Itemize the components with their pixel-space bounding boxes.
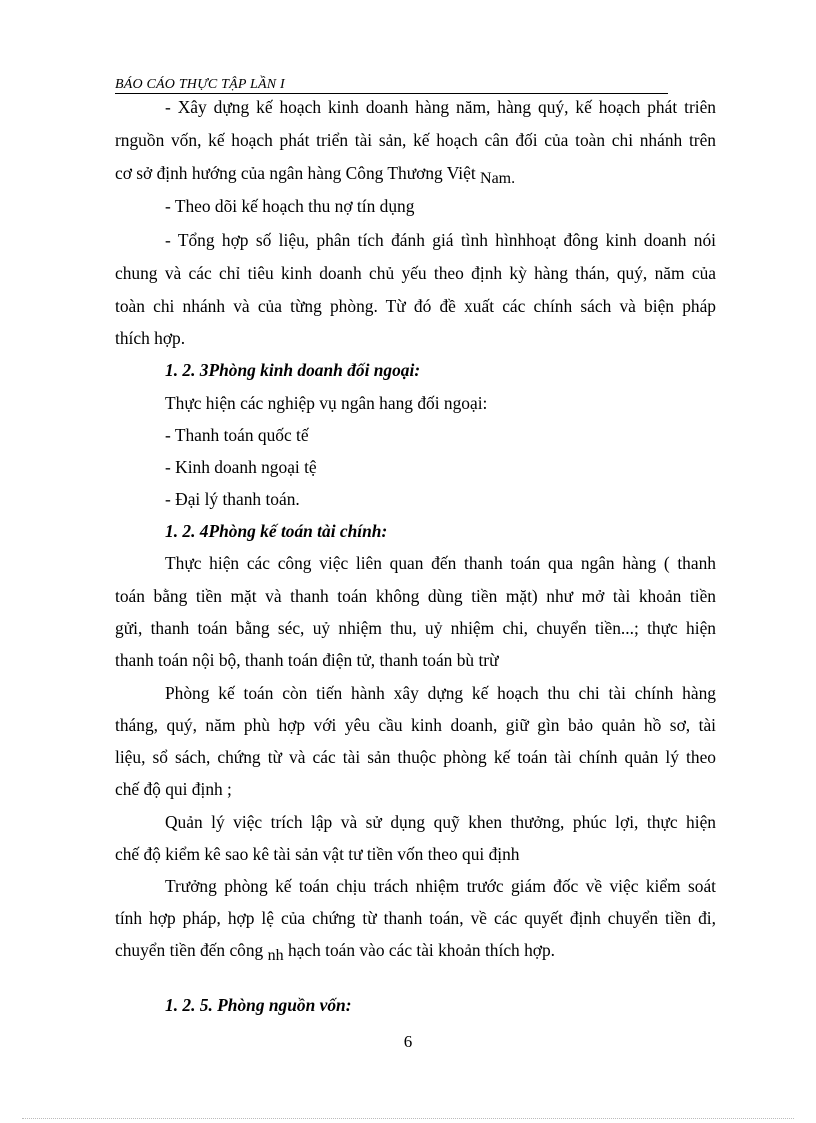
paragraph-line [115,162,515,186]
section-heading: 1. 2. 5. Phòng nguồn vốn: [165,995,352,1015]
page-number: 6 [403,1032,413,1051]
paragraph-line: rnguồn vốn, kế hoạch phát triển tài sản, kế hoạch cân đối của toàn chi nhánh trên [115,130,716,150]
paragraph-line: thích hợp. [115,328,186,348]
paragraph-line: liệu, sổ sách, chứng từ và các tài sản thuộc phòng kế toán tài chính quản lý theo [115,747,716,767]
text-span: Nam [480,170,512,187]
list-item: - Thanh toán quốc tế [165,425,309,445]
paragraph-line: chế độ qui định ; [115,779,232,799]
text-span: hạch toán vào các tài khoản thích hợp. [283,940,556,960]
paragraph-line [115,939,555,963]
paragraph-line: Phòng kế toán còn tiến hành xây dựng kế hoạch thu chi tài chính hàng [165,683,716,703]
paragraph-line: tháng, quý, năm phù hợp với yêu cầu kinh doanh, giữ gìn bảo quản hồ sơ, tài [115,715,716,735]
section-heading: 1. 2. 4Phòng kế toán tài chính: [165,521,388,541]
paragraph-line: - Xây dựng kế hoạch kinh doanh hàng năm, hàng quý, kế hoạch phát triên [165,97,716,117]
text-span: . [511,170,516,187]
paragraph-line: Thực hiện các công việc liên quan đến thanh toán qua ngân hàng ( thanh [165,553,716,573]
text-span: cơ sở định hướng của ngân hàng Công Thương Việt [115,163,481,183]
paragraph-line: thanh toán nội bộ, thanh toán điện tử, thanh toán bù trừ [115,650,499,670]
section-heading: 1. 2. 3Phòng kinh doanh đối ngoại: [165,360,421,380]
page-border-divider [22,1118,794,1119]
paragraph-line: Quản lý việc trích lập và sử dụng quỹ khen thưởng, phúc lợi, thực hiện [165,812,716,832]
paragraph-line: - Tổng hợp số liệu, phân tích đánh giá tình hìnhhoạt đông kinh doanh nói [165,230,716,250]
paragraph-line: Trưởng phòng kế toán chịu trách nhiệm trước giám đốc về việc kiểm soát [165,876,716,896]
list-item: - Kinh doanh ngoại tệ [165,457,317,477]
paragraph-line: tính hợp pháp, hợp lệ của chứng từ thanh toán, về các quyết định chuyển tiền đi, [115,908,716,928]
paragraph-line: Thực hiện các nghiệp vụ ngân hang đối ngoại: [165,393,488,413]
paragraph-line: chung và các chỉ tiêu kinh doanh chủ yếu theo định kỳ hàng thán, quý, năm của [115,263,716,283]
paragraph-line: - Theo dõi kế hoạch thu nợ tín dụng [165,196,415,216]
paragraph-line: toàn chi nhánh và của từng phòng. Từ đó đề xuất các chính sách và biện pháp [115,296,716,316]
text-span: chuyển tiền đến công [115,940,268,960]
running-header: BÁO CÁO THỰC TẬP LẦN I [115,76,668,94]
text-span: nh [267,947,284,964]
paragraph-line: gửi, thanh toán bằng séc, uỷ nhiệm thu, uỷ nhiệm chi, chuyển tiền...; thực hiện [115,618,716,638]
list-item: - Đại lý thanh toán. [165,489,300,509]
paragraph-line: chế độ kiểm kê sao kê tài sản vật tư tiền vốn theo qui định [115,844,520,864]
paragraph-line: toán bằng tiền mặt và thanh toán không dùng tiền mặt) như mở tài khoản tiền [115,586,716,606]
